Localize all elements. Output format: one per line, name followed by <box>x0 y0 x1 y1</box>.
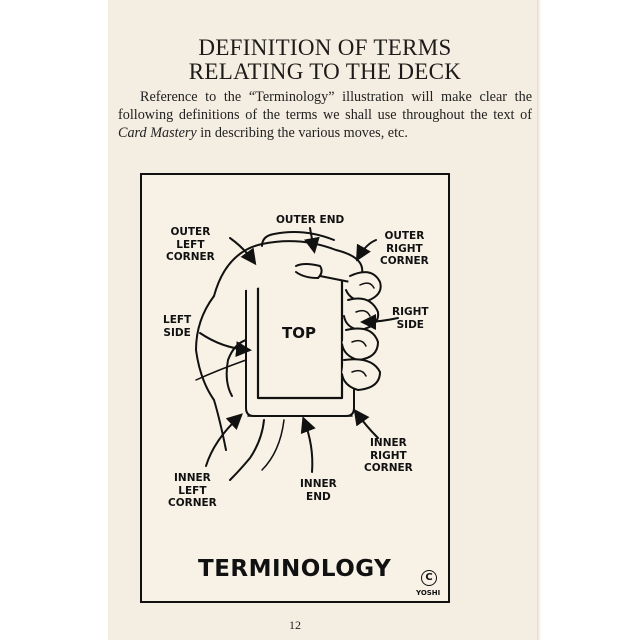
label-outer-right-corner: OUTER RIGHT CORNER <box>380 230 429 267</box>
copyright-icon: C <box>421 570 437 586</box>
intro-text-2: in describing the various moves, etc. <box>196 125 408 142</box>
label-right-side: RIGHT SIDE <box>392 306 429 331</box>
label-left-side: LEFT SIDE <box>163 314 192 339</box>
book-title: Card Mastery <box>118 125 197 142</box>
label-inner-end: INNER END <box>300 478 337 503</box>
label-top: TOP <box>282 324 316 342</box>
label-inner-left-corner: INNER LEFT CORNER <box>168 472 217 509</box>
artist-signature: YOSHI <box>416 589 441 597</box>
heading-line-1: DEFINITION OF TERMS <box>198 35 452 60</box>
label-outer-end: OUTER END <box>276 214 345 226</box>
figure-caption: TERMINOLOGY <box>198 556 392 582</box>
heading-line-2: RELATING TO THE DECK <box>188 59 462 84</box>
intro-text-1: Reference to the “Terminology” illustration will make clear the following definitions of the terms we shall use throughout the text of <box>118 89 532 124</box>
label-inner-right-corner: INNER RIGHT CORNER <box>364 437 413 474</box>
page-number: 12 <box>289 618 301 632</box>
label-outer-left-corner: OUTER LEFT CORNER <box>166 226 215 263</box>
